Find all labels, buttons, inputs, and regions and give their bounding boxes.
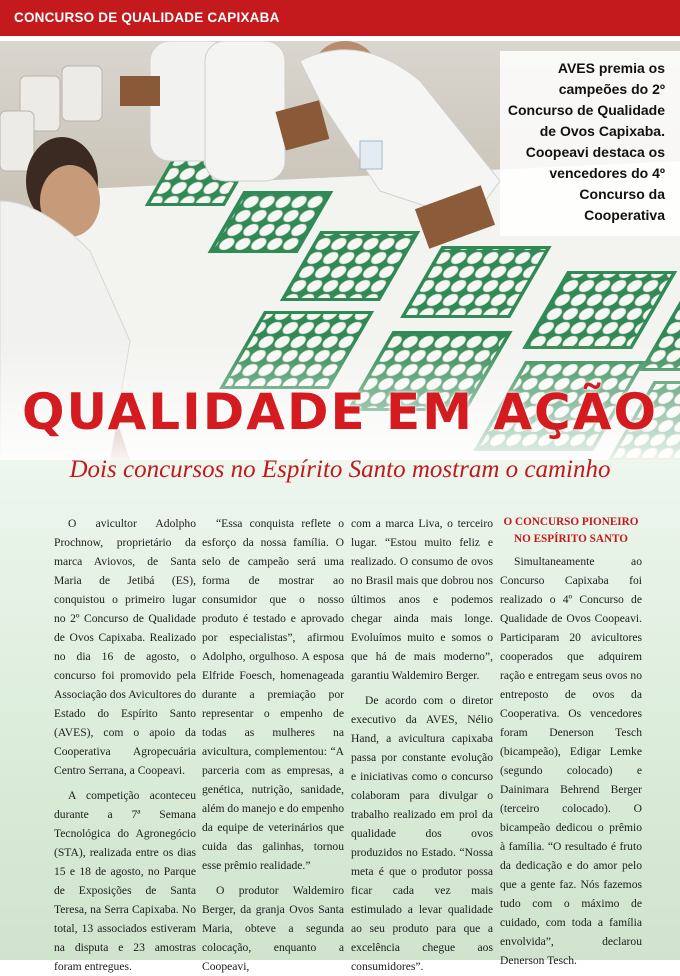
paragraph: Simultaneamente ao Concurso Capixaba foi realizado o 4º Concurso de Qualidade de Ovos Coopeavi. Participaram 20 avicultores cooperados que adquirem ração e entregam seus ovos no entreposto de ovos da Cooperativa. Os vencedores foram Denerson Tesch (bicampeão), Edigar Lemke (segundo colocado) e Dainimara Behrend Berger (terceiro colocado). O bicampeão dedicou o prêmio à família. “O resultado é fruto da dedicação e do amor pelo que a gente faz. Nós fazemos tudo com o máximo de cuidado, com toda a família envolvida”, declarou Denerson Tesch. xyxy=(500,555,642,967)
paragraph: De acordo com o diretor executivo da AVES, Nélio Hand, a avicultura capixaba passa por constante evolução e iniciativas como o concurso colaboram para divulgar o trabalho realizado em prol da qualidade dos ovos produzidos no Estado. “Nossa meta é que o produtor possa ficar cada vez mais estimulado a levar qualidade ao seu produto para que a excelência chegue aos consumidores”. xyxy=(351,694,493,973)
paragraph: O avicultor Adolpho Prochnow, proprietário da marca Aviovos, de Santa Maria de Jetibá (ES), conquistou o primeiro lugar no 2º Concurso de Qualidade de Ovos Capixaba. Realizado no dia 16 de agosto, o concurso foi promovido pela Associação dos Avicultores do Estado do Espírito Santo (AVES), com o apoio da Cooperativa Agropecuária Centro Serrana, a Coopeavi. xyxy=(54,517,196,777)
article-column-1 xyxy=(54,514,196,976)
article-column-4 xyxy=(500,514,642,970)
section-label: CONCURSO DE QUALIDADE CAPIXABA xyxy=(14,10,280,25)
paragraph: A competição aconteceu durante a 7ª Semana Tecnológica do Agronegócio (STA), realizada entre os dias 15 e 18 de agosto, no Parque de Exposições de Santa Teresa, na Serra Capixaba. No total, 13 associados estiveram na disputa e 23 amostras foram entregues. xyxy=(54,789,196,973)
photo-caption: AVES premia os campeões do 2º Concurso de Qualidade de Ovos Capixaba. Coopeavi destaca os vencedores do 4º Concurso da Cooperativa xyxy=(507,60,665,223)
paragraph: “Essa conquista reflete o esforço da nossa família. O selo de campeão será uma forma de mostrar ao consumidor que o nosso produto é testado e aprovado por especialistas”, afirmou Adolpho, orgulhoso. A esposa Elfride Foesch, homenageada durante a premiação por representar o empenho de todas as mulheres na avicultura, complementou: “A parceria com as empresas, a genética, nutrição, sanidade, além do manejo e do empenho da equipe de veterinários que cuida das galinhas, tornou esse prêmio realidade.” xyxy=(202,517,344,872)
subheadline: Dois concursos no Espírito Santo mostram o caminho xyxy=(69,456,611,483)
article-column-2 xyxy=(202,514,344,976)
article-column-3 xyxy=(351,514,493,976)
headline: QUALIDADE EM AÇÃO xyxy=(22,383,658,441)
section-header-bar xyxy=(0,0,680,36)
paragraph: O produtor Waldemiro Berger, da granja Ovos Santa Maria, obteve a segunda colocação, enquanto a Coopeavi, xyxy=(202,884,344,973)
paragraph: com a marca Liva, o terceiro lugar. “Estou muito feliz e realizado. O consumo de ovos no Brasil mais que dobrou nos últimos anos e podemos chegar ainda mais longe. Evoluímos muito e somos o que há de mais moderno”, garantiu Waldemiro Berger. xyxy=(351,517,493,682)
section-title: O CONCURSO PIONEIRO NO ESPÍRITO SANTO xyxy=(503,516,639,545)
